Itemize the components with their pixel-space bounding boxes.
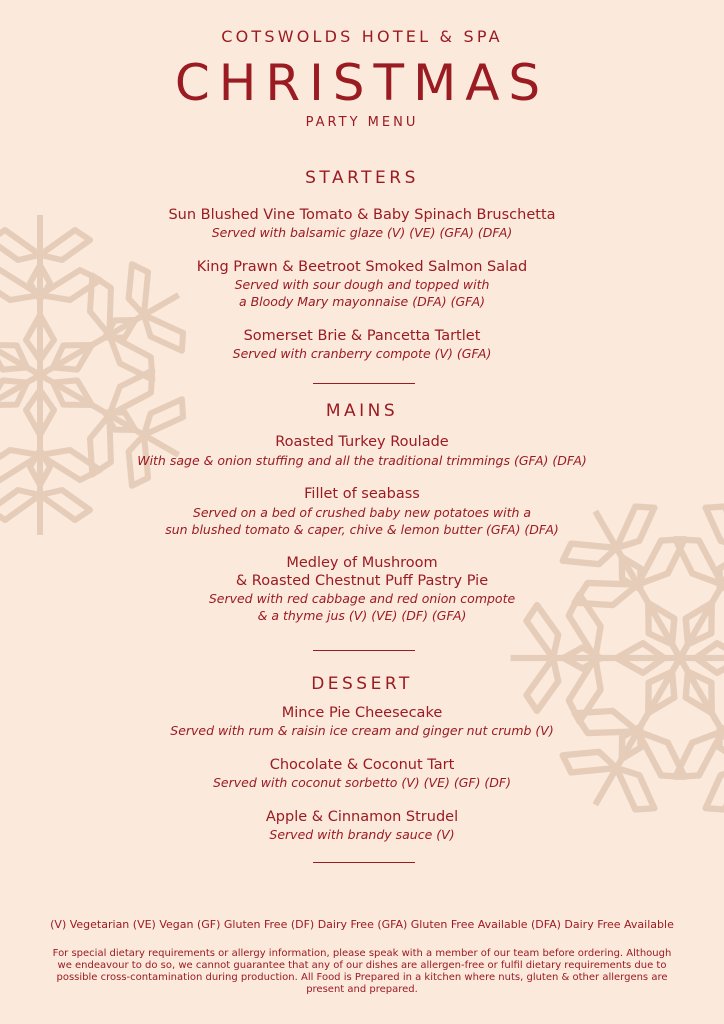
menu-subtitle: PARTY MENU bbox=[305, 115, 419, 130]
section-divider bbox=[313, 650, 415, 651]
dish-description: sun blushed tomato & caper, chive & lemon butter (GFA) (DFA) bbox=[165, 522, 559, 537]
dish-description: Served on a bed of crushed baby new potatoes with a bbox=[192, 505, 532, 520]
dish-description: Served with cranberry compote (V) (GFA) bbox=[232, 346, 492, 361]
dish-name: King Prawn & Beetroot Smoked Salmon Salad bbox=[196, 259, 528, 275]
dish-name: Roasted Turkey Roulade bbox=[275, 434, 449, 450]
dish-name: Somerset Brie & Pancetta Tartlet bbox=[243, 328, 481, 344]
dish-description: Served with balsamic glaze (V) (VE) (GFA) (DFA) bbox=[211, 225, 513, 240]
dish-description: & a thyme jus (V) (VE) (DF) (GFA) bbox=[257, 608, 467, 623]
menu-title: CHRISTMAS bbox=[174, 54, 550, 112]
dish-description: Served with brandy sauce (V) bbox=[269, 827, 455, 842]
dish-description: Served with rum & raisin ice cream and ginger nut crumb (V) bbox=[170, 723, 554, 738]
starters-heading: STARTERS bbox=[305, 168, 419, 188]
dish-name: Mince Pie Cheesecake bbox=[281, 705, 443, 721]
dish-name: Sun Blushed Vine Tomato & Baby Spinach Bruschetta bbox=[168, 207, 556, 223]
section-divider bbox=[313, 383, 415, 384]
dish-name: & Roasted Chestnut Puff Pastry Pie bbox=[235, 573, 489, 589]
dish-description: a Bloody Mary mayonnaise (DFA) (GFA) bbox=[238, 294, 486, 309]
hotel-name: COTSWOLDS HOTEL & SPA bbox=[221, 27, 503, 46]
mains-heading: MAINS bbox=[325, 401, 399, 421]
dish-description: Served with sour dough and topped with bbox=[234, 277, 490, 292]
dish-name: Medley of Mushroom bbox=[286, 555, 438, 571]
dish-name: Apple & Cinnamon Strudel bbox=[265, 809, 459, 825]
dietary-legend: (V) Vegetarian (VE) Vegan (GF) Gluten Free (DF) Dairy Free (GFA) Gluten Free Available (DFA) Dairy Free Available bbox=[50, 918, 674, 931]
allergy-disclaimer: For special dietary requirements or allergy information, please speak with a member of our team before ordering. Although we endeavour to do so, we cannot guarantee that any of our dishes are allergen-free or fulfil dietary requirements due to possible cross-contamination during production. All Food is Prepared in a kitchen where nuts, gluten & other allergens are present and prepared. bbox=[52, 948, 672, 995]
dessert-heading: DESSERT bbox=[311, 674, 413, 694]
dish-description: With sage & onion stuffing and all the traditional trimmings (GFA) (DFA) bbox=[137, 453, 587, 468]
dish-name: Fillet of seabass bbox=[304, 486, 420, 502]
dish-description: Served with red cabbage and red onion compote bbox=[208, 591, 516, 606]
dish-name: Chocolate & Coconut Tart bbox=[269, 757, 455, 773]
section-divider bbox=[313, 862, 415, 863]
dish-description: Served with coconut sorbetto (V) (VE) (GF) (DF) bbox=[213, 775, 511, 790]
